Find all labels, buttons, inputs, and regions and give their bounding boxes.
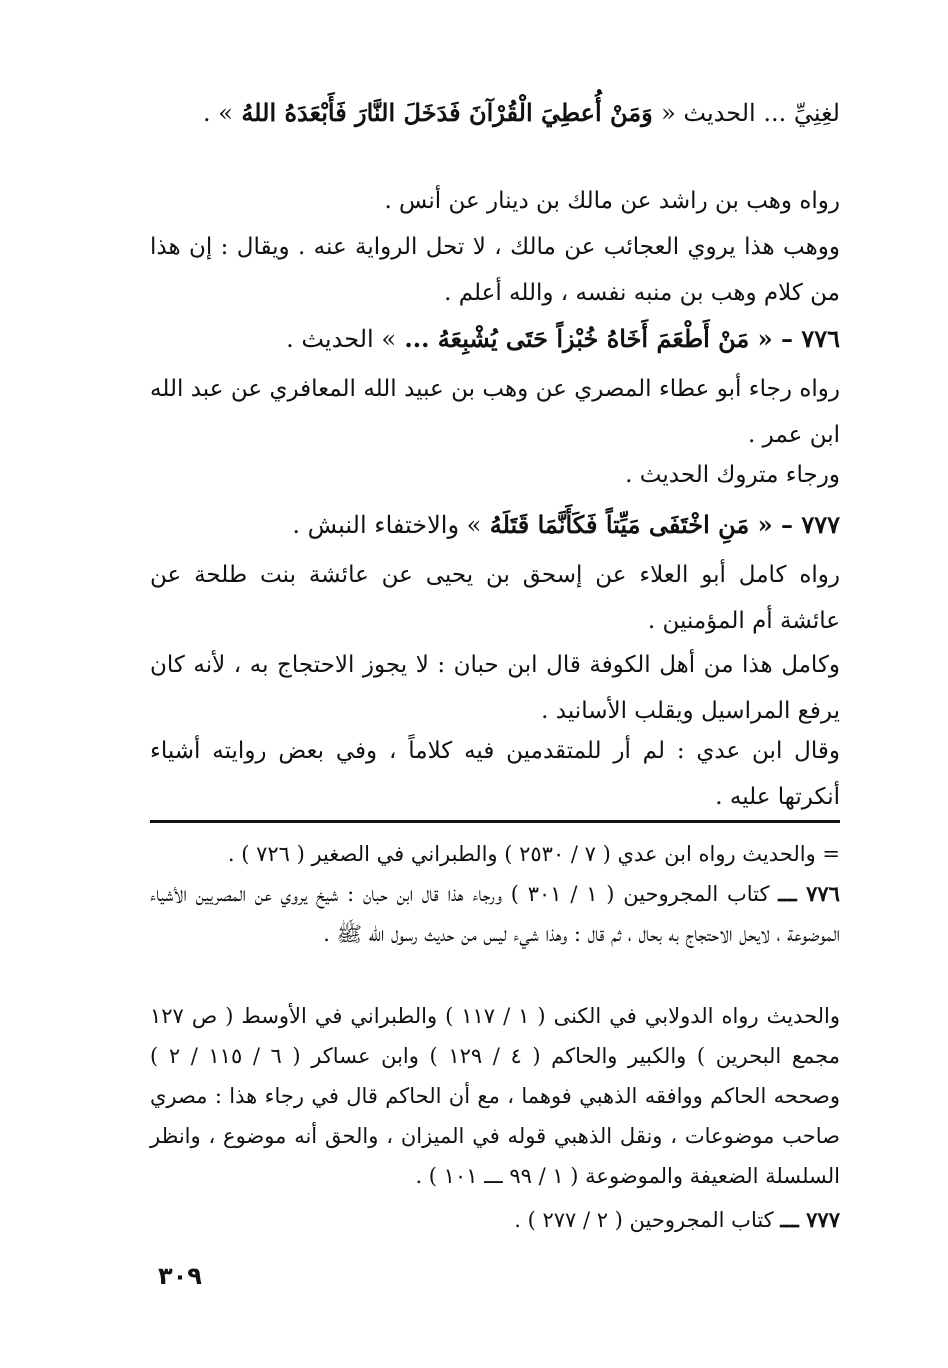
footnote-text-777: كتاب المجروحين ( ٢ / ٢٧٧ ) . <box>514 1208 774 1232</box>
footnote-777 <box>150 1200 840 1240</box>
hadith-suffix-777: » والاختفاء النبش . <box>292 511 482 539</box>
paragraph-commentary-777-a: وكامل هذا من أهل الكوفة قال ابن حبان : لا يجوز الاحتجاج به ، لأنه كان يرفع المراسيل ويقلب الأسانيد . <box>150 652 840 724</box>
footnote-776-extended: والحديث رواه الدولابي في الكنى ( ١ / ١١٧ ) والطبراني في الأوسط ( ص ١٢٧ مجمع البحرين ) والكبير والحاكم ( ٤ / ١٢٩ ) وابن عساكر ( ٦ / ١١٥ / ٢ ) وصححه الحاكم ووافقه الذهبي فوهما ، مع أن الحاكم قال في رجاء هذا : مصري صاحب موضوعات ، ونقل الذهبي قوله في الميزان ، والحق أنه موضوع ، وانظر السلسلة الضعيفة والموضوعة ( ١ / ٩٩ ـــ ١٠١ ) . <box>150 1004 840 1188</box>
footnote-separator <box>150 820 840 823</box>
footnote-continuation: = والحديث رواه ابن عدي ( ٧ / ٢٥٣٠ ) والطبراني في الصغير ( ٧٢٦ ) . <box>227 842 840 866</box>
book-page <box>150 90 840 1320</box>
hadith-heading-777 <box>150 502 840 548</box>
footnote-number-776: ٧٧٦ ـــ <box>778 881 840 906</box>
paragraph-commentary-1: ووهب هذا يروي العجائب عن مالك ، لا تحل الرواية عنه . ويقال : إن هذا من كلام وهب بن منبه نفسه ، والله أعلم . <box>150 234 840 306</box>
paragraph-commentary-777-b: وقال ابن عدي : لم أر للمتقدمين فيه كلاماً ، وفي بعض روايته أشياء أنكرتها عليه . <box>150 738 840 810</box>
continuation-prefix: لغِنِيِّ ... الحديث « <box>661 99 840 127</box>
hadith-quote-777: مَنِ اخْتَفَى مَيِّتاً فَكَأَنَّمَا قَتَلَهُ <box>489 510 750 539</box>
footnote-text-776: كتاب المجروحين ( ١ / ٣٠١ ) ورجاء هذا قال ابن حبان : شيخ يروي عن المصريين الأشياء الموضوعة ، لايحل الاحتجاج به بحال ، ثم قال : وهذا شيء ليس من حديث رسول الله ﷺ . <box>150 882 840 946</box>
hadith-continuation-line <box>150 90 840 136</box>
hadith-suffix-776: » الحديث . <box>286 325 396 353</box>
paragraph-commentary-776: ورجاء متروك الحديث . <box>625 462 840 488</box>
footnote-number-777: ٧٧٧ ـــ <box>780 1207 840 1232</box>
footnote-776 <box>150 874 840 954</box>
paragraph-narration-1: رواه وهب بن راشد عن مالك بن دينار عن أنس . <box>384 188 840 214</box>
paragraph-narration-777: رواه كامل أبو العلاء عن إسحق بن يحيى عن عائشة بنت طلحة عن عائشة أم المؤمنين . <box>150 562 840 634</box>
continuation-suffix: » . <box>203 99 233 127</box>
hadith-number-776: ٧٧٦ – « <box>757 324 840 353</box>
paragraph-narration-776: رواه رجاء أبو عطاء المصري عن وهب بن عبيد الله المعافري عن عبد الله ابن عمر . <box>150 376 840 448</box>
hadith-number-777: ٧٧٧ – « <box>757 510 840 539</box>
hadith-quote-776: مَنْ أَطْعَمَ أَخَاهُ خُبْزاً حَتَى يُشْبِعَهُ ... <box>404 324 750 353</box>
page-number: ٣٠٩ <box>158 1262 202 1290</box>
hadith-heading-776 <box>150 316 840 362</box>
continuation-quote: وَمَنْ أُعطِيَ الْقُرْآنَ فَدَخَلَ النَّارَ فَأَبْعَدَهُ اللهُ <box>241 98 653 127</box>
